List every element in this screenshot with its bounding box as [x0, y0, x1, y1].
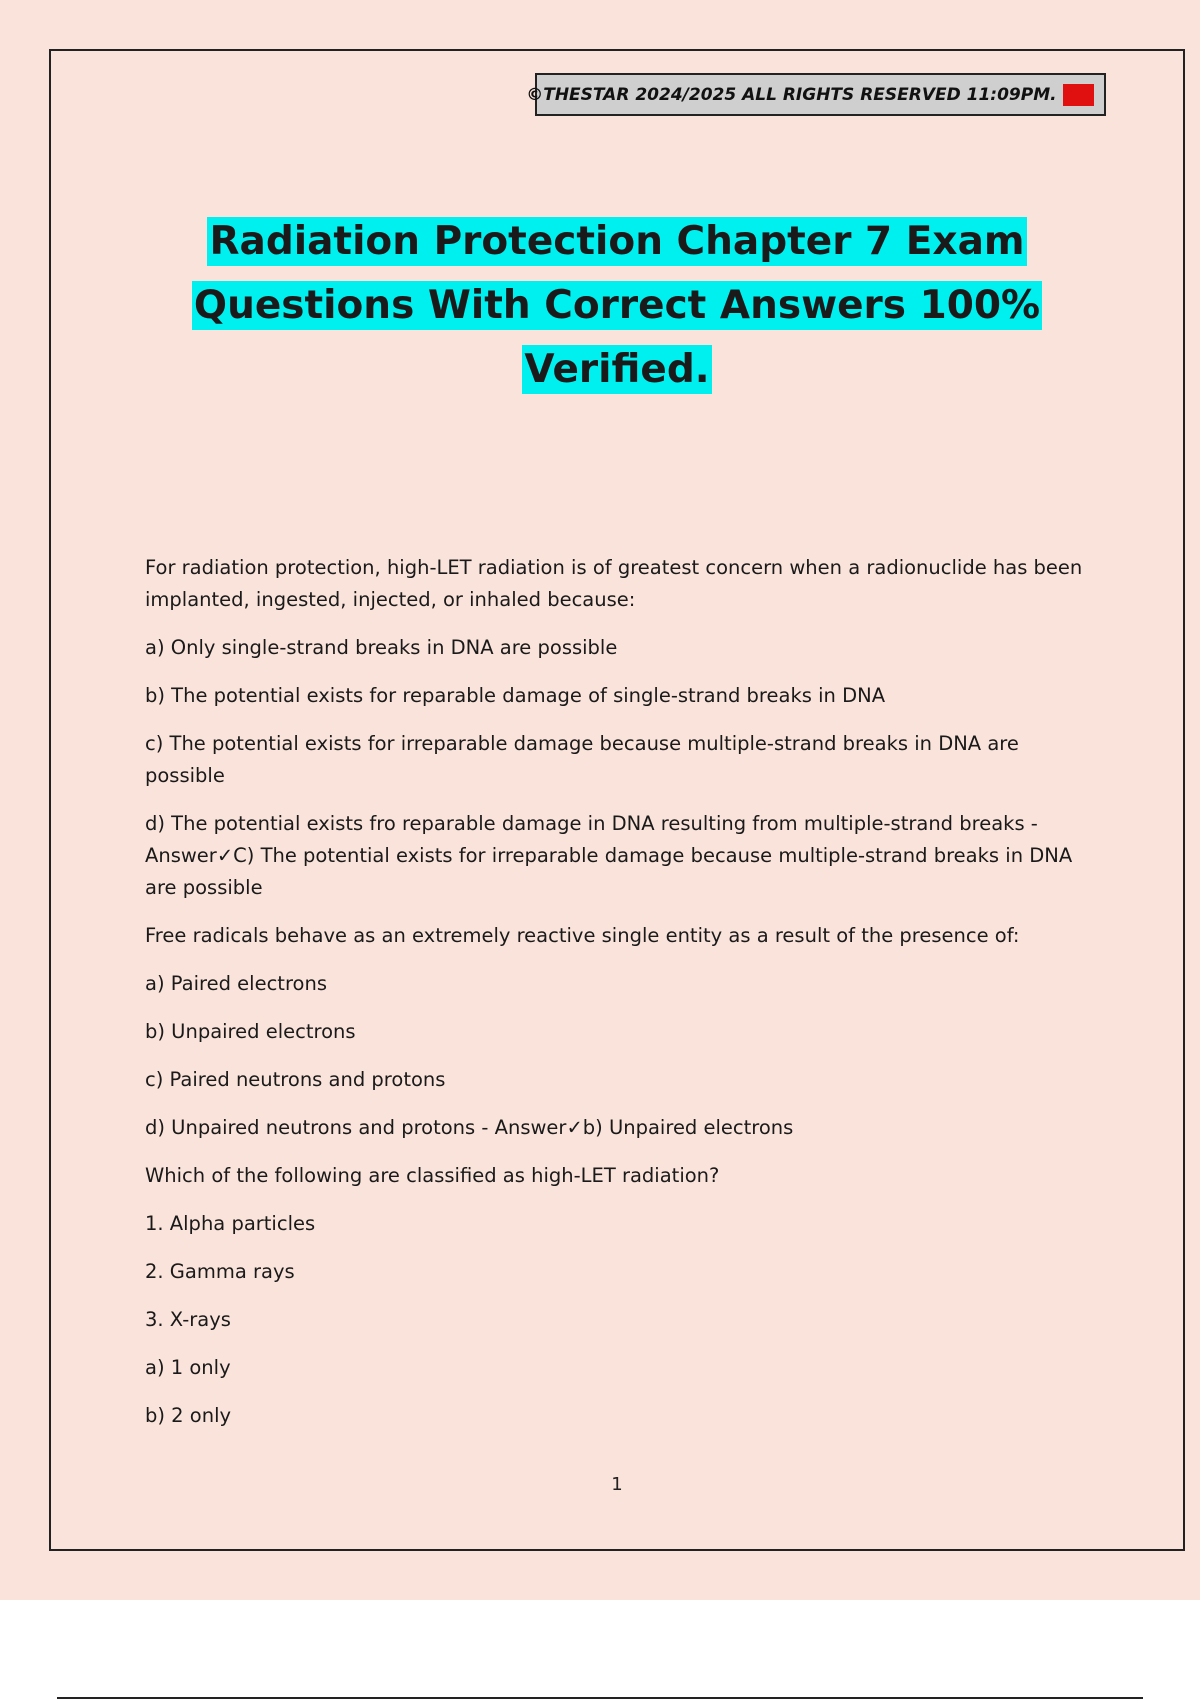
title-line-1: Radiation Protection Chapter 7 Exam [209, 219, 1025, 264]
question-2-option-a: a) Paired electrons [145, 972, 327, 995]
question-1-option-d-answer: d) The potential exists fro reparable damage in DNA resulting from multiple-strand breaks - Answer✓C) The potential exists for irreparable damage because multiple-strand breaks in DNA are possible [145, 812, 1073, 899]
copyright-stamp [526, 73, 1106, 116]
question-2-stem: Free radicals behave as an extremely reactive single entity as a result of the presence of: [145, 924, 1020, 947]
copyright-text: ©THESTAR 2024/2025 ALL RIGHTS RESERVED 11:09PM. [526, 84, 1057, 105]
question-3-stem: Which of the following are classified as high-LET radiation? [145, 1164, 720, 1187]
question-3-item-2: 2. Gamma rays [145, 1260, 295, 1283]
question-2-option-d-answer: d) Unpaired neutrons and protons - Answer✓b) Unpaired electrons [145, 1116, 794, 1139]
document-title [150, 210, 1084, 402]
question-3-item-1: 1. Alpha particles [145, 1212, 316, 1235]
question-2-option-c: c) Paired neutrons and protons [145, 1068, 446, 1091]
title-line-3: Verified. [524, 347, 710, 392]
page-number: 1 [611, 1474, 623, 1495]
question-1-option-c: c) The potential exists for irreparable damage because multiple-strand breaks in DNA are possible [145, 732, 1019, 787]
next-page-rule [57, 1697, 1143, 1699]
question-3-option-b: b) 2 only [145, 1404, 232, 1427]
question-1-stem: For radiation protection, high-LET radiation is of greatest concern when a radionuclide has been implanted, ingested, injected, or inhaled because: [145, 556, 1083, 611]
document-body [145, 552, 1095, 1448]
question-3-option-a: a) 1 only [145, 1356, 231, 1379]
question-1-option-a: a) Only single-strand breaks in DNA are possible [145, 636, 618, 659]
question-1-option-b: b) The potential exists for reparable damage of single-strand breaks in DNA [145, 684, 886, 707]
title-line-2: Questions With Correct Answers 100% [193, 283, 1041, 328]
question-2-option-b: b) Unpaired electrons [145, 1020, 356, 1043]
question-3-item-3: 3. X-rays [145, 1308, 231, 1331]
grade-mark: A+ [1064, 84, 1092, 105]
